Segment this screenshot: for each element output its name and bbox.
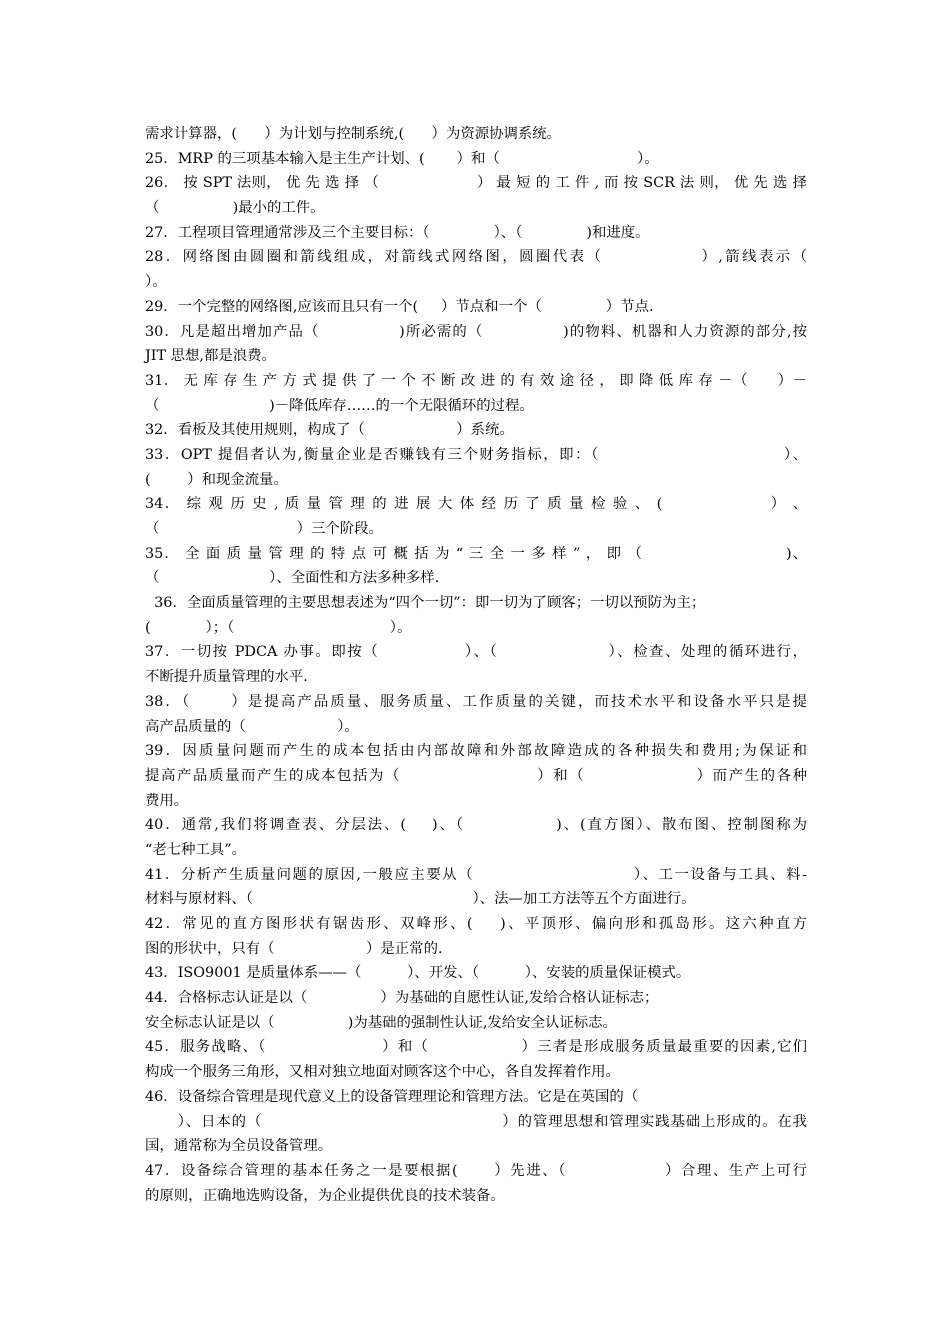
text-line: ）。 [145, 274, 167, 291]
document-page [145, 122, 807, 1208]
text-line: ( ）；（ ）。 [145, 619, 412, 636]
text-line: 43．ISO9001 是质量体系——（ ）、开发、（ ）、安装的质量保证模式。 [145, 965, 691, 982]
text-line: （ )－降低库存……的一个无限循环的过程。 [145, 397, 534, 414]
text-line: “老七种工具”。 [145, 841, 247, 858]
text-line: （ )最小的工件。 [145, 200, 325, 217]
text-line: 34． 综 观 历 史 , 质 量 管 理 的 进 展 大 体 经 历 了 质 量 检 验 、 ( ） 、 [145, 496, 807, 513]
text-line: 的原则，正确地选购设备，为企业提供优良的技术装备。 [145, 1187, 505, 1204]
text-line: 高产品质量的（ ）。 [145, 718, 359, 735]
text-line: 国，通常称为全员设备管理。 [145, 1138, 333, 1155]
text-line: 27．工程项目管理通常涉及三个主要目标：（ ）、（ )和进度。 [145, 224, 650, 241]
text-line: 需求计算器，( ）为计划与控制系统,( ）为资源协调系统。 [145, 126, 562, 142]
text-line: （ ）三个阶段。 [145, 521, 383, 537]
text-line: 47．设备综合管理的基本任务之一是要根据( ）先进、（ ）合理、生产上可行 [145, 1162, 807, 1179]
text-line: 39．因质量问题而产生的成本包括由内部故障和外部故障造成的各种损失和费用;为保证和 [145, 743, 807, 760]
text-line: 提高产品质量而产生的成本包括为（ ）和（ ）而产生的各种 [145, 767, 807, 784]
text-line: 38．（ ）是提高产品质量、服务质量、工作质量的关键，而技术水平和设备水平只是提 [145, 693, 807, 710]
text-line: 构成一个服务三角形，又相对独立地面对顾客这个中心，各自发挥着作用。 [145, 1064, 620, 1081]
text-line: 费用。 [145, 792, 189, 809]
text-line: 40．通常,我们将调查表、分层法、( )、（ )、(直方图）、散布图、控制图称为 [145, 817, 807, 834]
text-line: 35． 全 面 质 量 管 理 的 特 点 可 概 括 为 “ 三 全 一 多 样 ” ， 即 （ )、 [145, 545, 807, 562]
text-line: （ ）、全面性和方法多种多样. [145, 570, 440, 587]
text-line: 28．网络图由圆圈和箭线组成，对箭线式网络图，圆圈代表（ ）,箭线表示（ [145, 249, 807, 266]
text-line: 33．OPT 提倡者认为,衡量企业是否赚钱有三个财务指标，即：（ ）、 [145, 446, 807, 463]
text-line: 安全标志认证是以（ )为基础的强制性认证,发给安全认证标志。 [145, 1014, 617, 1031]
text-line: JIT 思想,都是浪费。 [145, 348, 276, 365]
text-line: 45．服务战略、（ ）和（ ）三者是形成服务质量最重要的因素,它们 [145, 1039, 807, 1056]
text-line: 25．MRP 的三项基本输入是主生产计划、( ）和（ ）。 [145, 150, 659, 167]
text-line: 29．一个完整的网络图,应该而且只有一个( ）节点和一个（ ）节点. [145, 298, 654, 315]
text-line: 31． 无 库 存 生 产 方 式 提 供 了 一 个 不 断 改 进 的 有 效 途 径 ， 即 降 低 库 存 －（ ）－ [145, 372, 807, 389]
text-line: 44．合格标志认证是以（ ）为基础的自愿性认证,发给合格认证标志； [145, 990, 659, 1007]
text-line: 材料与原材料、（ ）、法—加工方法等五个方面进行。 [145, 891, 696, 908]
text-line: 26． 按 SPT 法则， 优 先 选 择 （ ） 最 短 的 工 件 , 而 按 SCR 法 则， 优 先 选 择 [145, 175, 807, 192]
text-line: 不断提升质量管理的水平. [145, 669, 308, 686]
text-line: 36．全面质量管理的主要思想表述为“四个一切”：即一切为了顾客；一切以预防为主； [145, 595, 706, 612]
text-line: ）、日本的（ ）的管理思想和管理实践基础上形成的。在我 [145, 1113, 808, 1130]
text-line: 46．设备综合管理是现代意义上的设备管理理论和管理方法。它是在英国的（ [145, 1088, 639, 1105]
text-line: 图的形状中，只有（ ）是正常的. [145, 940, 443, 957]
text-line: ( ）和现金流量。 [145, 471, 288, 488]
text-line: 37．一切按 PDCA 办事。即按（ ）、（ ）、检查、处理的循环进行， [145, 644, 807, 661]
text-line: 42．常见的直方图形状有锯齿形、双峰形、( )、平顶形、偏向形和孤岛形。这六种直方 [145, 916, 807, 932]
text-line: 41．分析产生质量问题的原因,一般应主要从（ ）、工一设备与工具、料- [145, 866, 807, 883]
text-line: 32．看板及其使用规则，构成了（ ）系统。 [145, 422, 514, 439]
text-line: 30．凡是超出增加产品（ )所必需的（ )的物料、机器和人力资源的部分,按 [145, 323, 807, 340]
